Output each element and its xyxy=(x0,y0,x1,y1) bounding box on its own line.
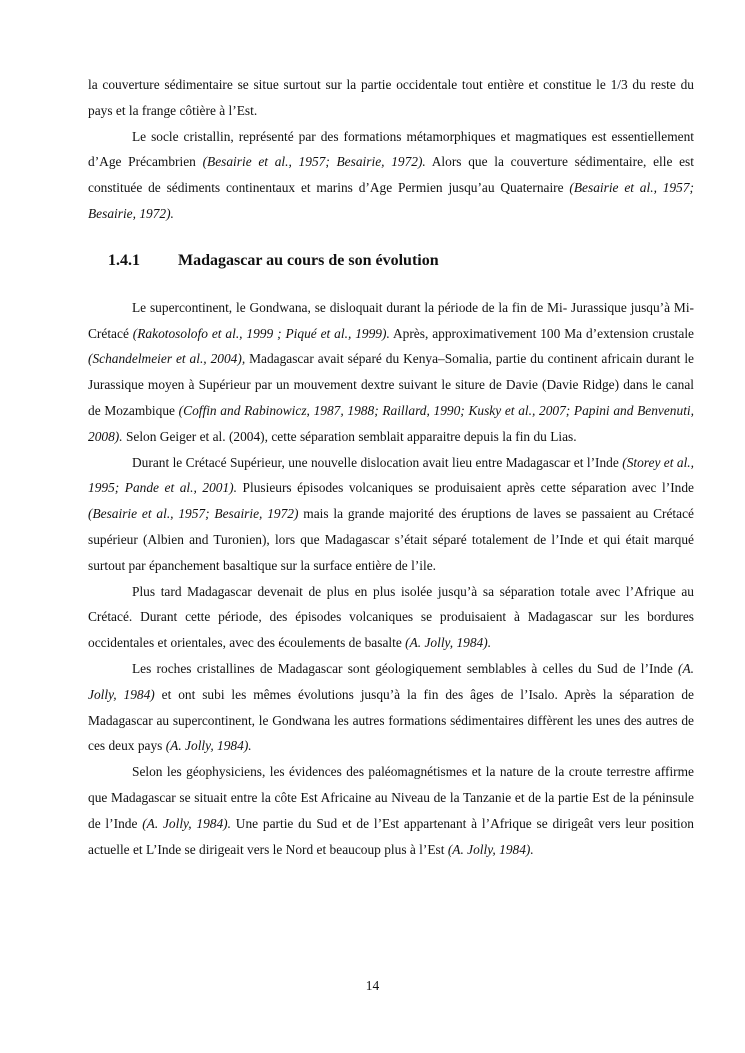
page-number: 14 xyxy=(365,978,380,993)
section-body xyxy=(88,295,694,863)
paragraph-text: Le socle cristallin, représenté par des formations métamorphiques et magmatiques est essentiellement d’Age Précambrien xyxy=(88,128,694,170)
citation: (Schandelmeier et al., 2004), xyxy=(88,351,246,367)
citation: (A. Jolly, 1984) xyxy=(88,660,694,702)
paragraph xyxy=(88,295,694,450)
paragraph-text: Une partie du Sud et de l’Est appartenant à l’Afrique se dirigeât vers leur position actuelle et L’Inde se dirigeait vers le Nord et beaucoup plus à l’Est xyxy=(88,815,695,857)
citation: (Coffin and Rabinowicz, 1987, 1988; Raillard, 1990; Kusky et al., 2007; Papini and Benvenuti, 2008). xyxy=(88,402,694,444)
citation: (A. Jolly, 1984). xyxy=(165,738,252,754)
paragraph xyxy=(88,450,694,579)
paragraph-text: Selon Geiger et al. (2004), cette séparation semblait apparaitre depuis la fin du Lias. xyxy=(122,428,577,444)
paragraph-text: Après, approximativement 100 Ma d’extension crustale xyxy=(389,325,694,341)
paragraph-text: Selon les géophysiciens, les évidences des paléomagnétismes et la nature de la croute terrestre affirme que Madagascar se situait entre la côte Est Africaine au Niveau de la Tanzanie et de la partie Est de la péninsule de l’Inde xyxy=(88,764,694,831)
citation: (Rakotosolofo et al., 1999 ; Piqué et al., 1999). xyxy=(132,325,390,341)
paragraph-text: et ont subi les mêmes évolutions jusqu’à la fin des âges de l’Isalo. Après la séparation de Madagascar au supercontinent, le Gondwana les autres formations sédimentaires diffèrent les unes des autres de ces deux pays xyxy=(88,686,694,754)
paragraph xyxy=(88,759,694,862)
paragraph-text: Durant le Crétacé Supérieur, une nouvelle dislocation avait lieu entre Madagascar et l’Inde xyxy=(132,454,623,470)
paragraph-text: Plus tard Madagascar devenait de plus en plus isolée jusqu’à sa séparation totale avec l’Afrique au Crétacé. Durant cette période, des épisodes volcaniques se produisaient à Madagascar sur les bordures occidentales et orientales, avec des écoulements de basalte xyxy=(88,583,694,651)
citation: (A. Jolly, 1984). xyxy=(405,635,492,651)
paragraph-text: Plusieurs épisodes volcaniques se produisaient après cette séparation avec l’Inde xyxy=(236,480,694,496)
citation: (Storey et al., 1995; Pande et al., 2001). xyxy=(88,454,694,496)
paragraph-text: Les roches cristallines de Madagascar sont géologiquement semblables à celles du Sud de l’Inde xyxy=(132,660,678,676)
paragraph-text: Le supercontinent, le Gondwana, se disloquait durant la période de la fin de Mi- Jurassique jusqu’à Mi- Crétacé xyxy=(88,299,694,341)
document-page xyxy=(88,72,694,862)
citation: (A. Jolly, 1984). xyxy=(447,841,534,857)
paragraph-text: la couverture sédimentaire se situe surtout sur la partie occidentale tout entière et constitue le 1/3 du reste du pays et la frange côtière à l’Est. xyxy=(88,77,694,118)
section-title: Madagascar au cours de son évolution xyxy=(178,251,439,269)
paragraph xyxy=(88,72,694,124)
paragraph xyxy=(88,656,694,759)
paragraph xyxy=(88,124,694,227)
citation: (Besairie et al., 1957; Besairie, 1972) xyxy=(88,506,299,522)
intro-section xyxy=(88,72,694,227)
section-heading xyxy=(88,247,694,275)
citation: (A. Jolly, 1984). xyxy=(142,815,231,831)
paragraph-text: Alors que la couverture sédimentaire, elle est constituée de sédiments continentaux et marins d’Age Permien jusqu’au Quaternaire xyxy=(88,154,694,196)
section-number: 1.4.1 xyxy=(108,251,140,269)
paragraph-text: mais la grande majorité des éruptions de laves se passaient au Crétacé supérieur (Albien and Turonien), lors que Madagascar s’était séparé totalement de l’Inde et qui était marqué surtout par épanchement basaltique sur la surface entière de l’ile. xyxy=(88,506,694,573)
citation: (Besairie et al., 1957; Besairie, 1972). xyxy=(202,154,426,170)
paragraph-text: Madagascar avait séparé du Kenya–Somalia, partie du continent africain durant le Jurassique moyen à Supérieur par un mouvement dextre suivant le siture de Davie (Davie Ridge) dans le canal de Mozambique xyxy=(88,351,694,418)
paragraph xyxy=(88,579,694,656)
citation: (Besairie et al., 1957; Besairie, 1972). xyxy=(88,180,694,221)
